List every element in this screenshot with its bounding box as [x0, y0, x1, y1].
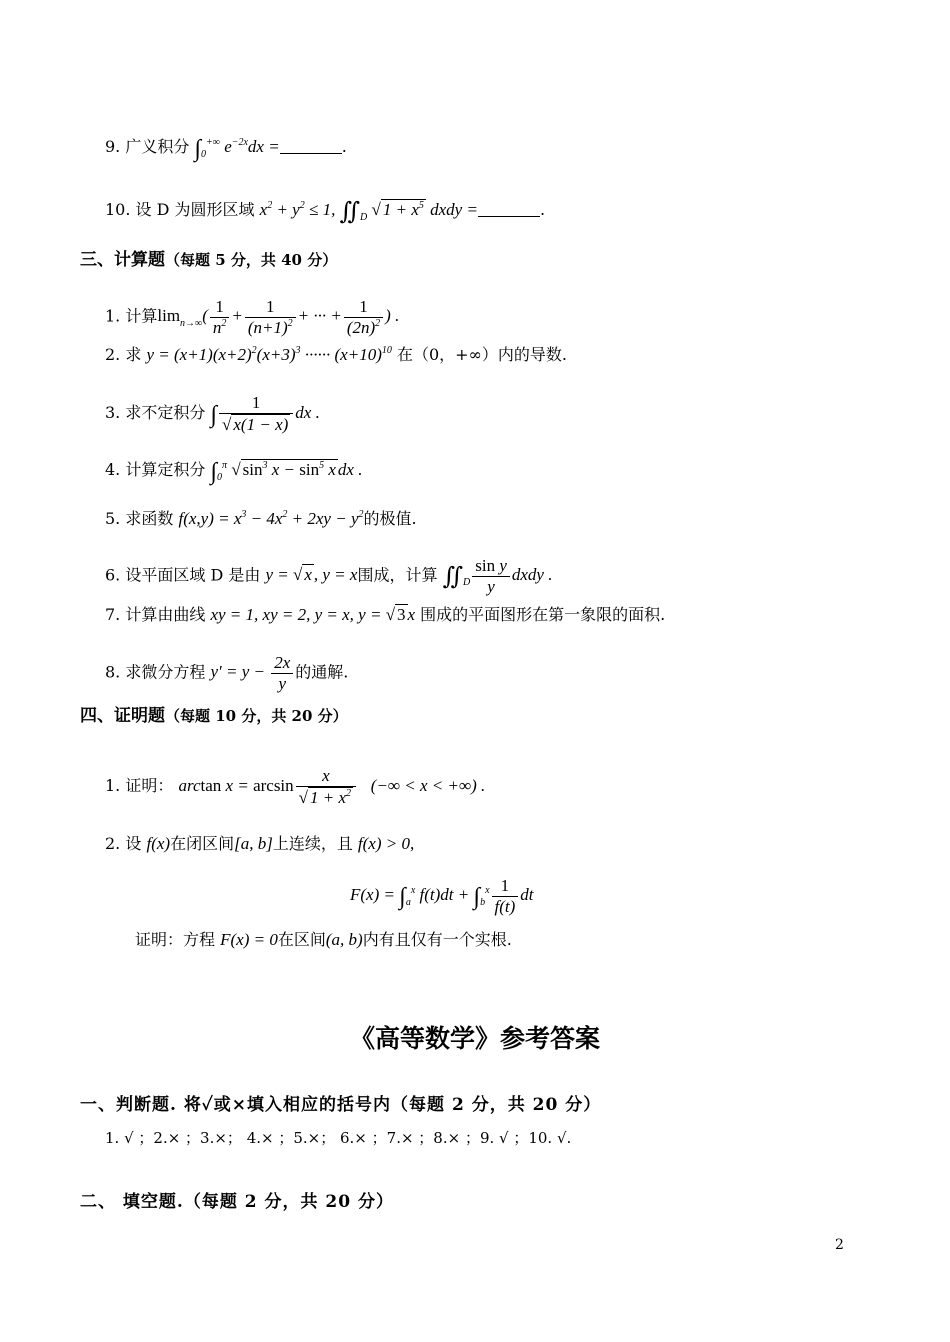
math-expression: $\int_0^{+\infty}$ $e^{-2x}dx$ =: [194, 136, 280, 162]
math-expression: $f(x,y) = x^3 - 4x^2 + 2xy - y^2$: [178, 509, 364, 528]
calc-item-8: 8. 求微分方程 y′ = y − $\frac{2x}{y}$ 的通解.: [105, 653, 349, 693]
answer-blank: [280, 139, 342, 154]
math-expression: f(x): [146, 834, 171, 853]
proof-definition: [350, 876, 534, 917]
math-expression: ∫ $\frac{1}{√ x(1 - x)}$ dx .: [210, 393, 320, 434]
math-expression: $\lim_{n\to\infty}$( $\frac{1}{n^2}$ + $\frac{1}{(n+1)^2}$ + ··· + $\frac{1}{(2n)^2}$ ) .: [157, 297, 400, 337]
problem-9: 9. 广义积分 $\int_0^{+\infty}$ $e^{-2x}dx$ = .: [105, 136, 347, 162]
math-expression: (a, b): [325, 930, 363, 949]
calc-item-6: 6. 设平面区域 D 是由 y = √ x , y = x围成，计算 $∬_D$ $\frac{\text{sin y}}{y}$ dxdy .: [105, 556, 553, 596]
problem-number: 9.: [105, 137, 121, 156]
math-expression: F(x) = 0: [220, 930, 278, 949]
proof-statement: 证明：方程 F(x) = 0在区间(a, b)内有且仅有一个实根.: [135, 930, 512, 949]
math-expression: y = √ x , y = x: [265, 565, 358, 585]
math-expression: $∬_D$ $\frac{\text{sin y}}{y}$ dxdy .: [442, 556, 553, 596]
math-expression: y′ = y − $\frac{2x}{y}$: [210, 662, 295, 681]
answer-part-1-heading: 一、判断题. 将✓或×填入相应的括号内（每题 2 分，共 20 分）: [80, 1095, 602, 1115]
answer-blank: [478, 202, 540, 217]
problem-text: 广义积分: [125, 137, 190, 156]
proof-item-1: 1. 证明： arctan x = arcsin $\frac{x}{√ 1 + x^2}$ (−∞ < x < +∞) .: [105, 766, 486, 807]
calc-item-1: 1. 计算$\lim_{n\to\infty}$( $\frac{1}{n^2}$ + $\frac{1}{(n+1)^2}$ + ··· + $\frac{1}{(2n)^2}$ ) .: [105, 297, 400, 337]
math-expression: $\int_0^\pi$ √ $\sin^3 x - \sin^5 x$ dx .: [210, 459, 363, 485]
answer-part-1-values: 1. √ ；2.× ；3.×； 4.× ；5.×； 6.× ；7.× ；8.× ；9. √ ；10. √.: [105, 1129, 572, 1147]
section-3-heading: 三、计算题（每题 5 分，共 40 分）: [80, 250, 338, 270]
problem-text: 设 D 为圆形区域: [135, 200, 255, 219]
calc-item-3: 3. 求不定积分 ∫ $\frac{1}{√ x(1 - x)}$ dx .: [105, 393, 320, 434]
math-expression: f(x) > 0,: [357, 834, 415, 853]
math-expression: xy = 1, xy = 2, y = x, y = √ 3 x: [210, 605, 416, 624]
math-expression: $y = (x+1)(x+2)^2(x+3)^3$ ······ $(x+10)^{10}$: [146, 345, 392, 364]
problem-10: 10. 设 D 为圆形区域 $x^2 + y^2 \le 1$, $∬_D$ √ $1 + x^5$ dxdy = .: [105, 199, 546, 225]
calc-item-5: 5. 求函数 $f(x,y) = x^3 - 4x^2 + 2xy - y^2$的极值.: [105, 509, 417, 528]
problem-number: 10.: [105, 200, 131, 219]
answer-part-2-heading: 二、 填空题.（每题 2 分，共 20 分）: [80, 1192, 394, 1212]
page-number: 2: [835, 1237, 844, 1253]
calc-item-2: 2. 求 $y = (x+1)(x+2)^2(x+3)^3$ ······ $(x+10)^{10}$ 在（0，+∞）内的导数.: [105, 345, 567, 364]
answer-key-title: 《高等数学》参考答案: [349, 1024, 600, 1053]
section-4-heading: 四、证明题（每题 10 分，共 20 分）: [80, 706, 348, 726]
calc-item-4: 4. 计算定积分 $\int_0^\pi$ √ $\sin^3 x - \sin^5 x$ dx .: [105, 459, 363, 485]
math-expression: $F(x) = \int_a^x$ $f(t)dt + \int_b^x$ $\frac{1}{f(t)}$ dt: [350, 876, 534, 916]
calc-item-7: 7. 计算由曲线 xy = 1, xy = 2, y = x, y = √ 3 x 围成的平面图形在第一象限的面积.: [105, 605, 666, 624]
proof-item-2: 2. 设 f(x)在闭区间[a, b]上连续，且 f(x) > 0,: [105, 834, 415, 853]
math-expression: [a, b]: [234, 834, 273, 853]
math-expression: $x^2 + y^2 \le 1$, $∬_D$ √ $1 + x^5$ dxdy =: [259, 199, 478, 225]
math-expression: arctan x = arcsin $\frac{x}{√ 1 + x^2}$ (−∞ < x < +∞) .: [178, 766, 486, 807]
